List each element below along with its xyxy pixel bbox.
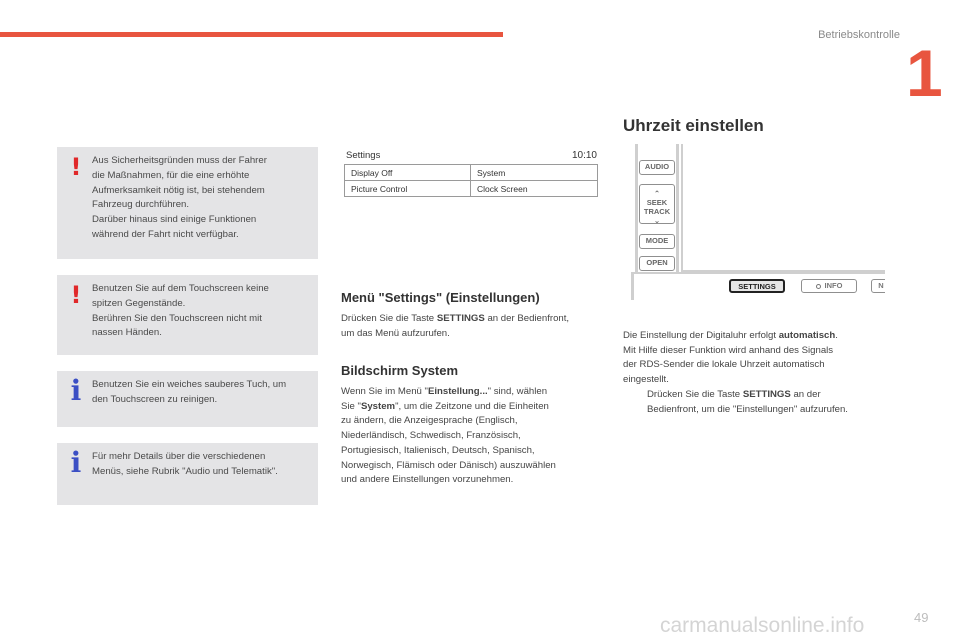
mode-button[interactable]: MODE — [639, 234, 675, 249]
heading-uhrzeit-einstellen: Uhrzeit einstellen — [623, 116, 764, 135]
seek-track-button[interactable]: ⌃ SEEK TRACK ⌄ — [639, 184, 675, 224]
chapter-number: 1 — [906, 36, 943, 110]
settings-button[interactable]: SETTINGS — [729, 279, 785, 293]
warning-icon: ! — [70, 153, 82, 181]
settings-menu-grid — [344, 164, 598, 197]
heading-menu-settings: Menü "Settings" (Einstellungen) — [341, 290, 540, 305]
menu-item-system[interactable]: System — [471, 165, 597, 181]
chevron-up-icon: ⌃ — [653, 189, 661, 198]
header-accent-bar — [0, 32, 503, 37]
settings-screen-illustration — [344, 148, 599, 200]
next-button-partial[interactable]: N — [871, 279, 885, 293]
notice-text: Benutzen Sie ein weiches sauberes Tuch, um den Touchscreen zu reinigen. — [92, 379, 287, 405]
watermark: carmanualsonline.info — [660, 614, 865, 637]
chevron-down-icon: ⌄ — [653, 216, 661, 225]
notice-text: Aus Sicherheitsgründen muss der Fahrer die Maßnahmen, für die eine erhöhte Aufmerksamkeit nötig ist, bei stehendem Fahrzeug durchführen. Darüber hinaus sind einige Funktionen während der Fahrt nicht verfügbar. — [92, 155, 267, 240]
menu-item-picture-control[interactable]: Picture Control — [345, 181, 471, 197]
heading-bildschirm-system: Bildschirm System — [341, 363, 459, 378]
dot-icon — [816, 284, 821, 289]
menu-settings-text: Drücken Sie die Taste SETTINGS an der Bedienfront, um das Menü aufzurufen. — [341, 313, 570, 339]
settings-screen-clock: 10:10 — [571, 150, 597, 161]
notice-touchscreen-warning — [57, 275, 318, 355]
notice-details-info — [57, 443, 318, 505]
instruction-bullet: Drücken Sie die Taste SETTINGS an der Bedienfront, um die "Einstellungen" aufzurufen. — [647, 388, 848, 415]
info-icon: i — [70, 374, 82, 407]
control-panel-illustration — [629, 144, 885, 302]
notice-text: Für mehr Details über die verschiedenen Menüs, siehe Rubrik "Audio und Telematik". — [92, 451, 278, 477]
notice-cleaning-info — [57, 371, 318, 427]
info-icon: i — [70, 446, 82, 479]
info-button[interactable]: INFO — [801, 279, 857, 293]
page-number: 49 — [914, 610, 929, 625]
notice-safety-warning — [57, 147, 318, 259]
uhrzeit-text: Die Einstellung der Digitaluhr erfolgt automatisch. Mit Hilfe dieser Funktion wird anhand des Signals der RDS-Sender die lokale Uhrzeit automatisch eingestellt. Drücken Sie die Taste SETTINGS an der Bedienfront, um die "Einstellungen" aufzurufen. — [623, 329, 885, 417]
notice-text: Benutzen Sie auf dem Touchscreen keine spitzen Gegenstände. Berühren Sie den Touchscreen nicht mit nassen Händen. — [92, 283, 269, 339]
warning-icon: ! — [70, 281, 82, 309]
audio-button[interactable]: AUDIO — [639, 160, 675, 175]
menu-item-display-off[interactable]: Display Off — [345, 165, 471, 181]
bildschirm-system-text: Wenn Sie im Menü "Einstellung..." sind, wählen Sie "System", um die Zeitzone und die Einheiten zu ändern, die Anzeigesprache (Englisch, Niederländisch, Schwedisch, Französisch, Portugiesisch, Italienisch, Deutsch, Spanisch, Norwegisch, Flämisch oder Dänisch) auszuwählen und andere Einstellungen vorzunehmen. — [341, 386, 556, 486]
settings-screen-title: Settings — [346, 150, 381, 161]
section-title: Betriebskontrolle — [818, 29, 900, 41]
open-button[interactable]: OPEN — [639, 256, 675, 271]
menu-item-clock-screen[interactable]: Clock Screen — [477, 184, 528, 194]
